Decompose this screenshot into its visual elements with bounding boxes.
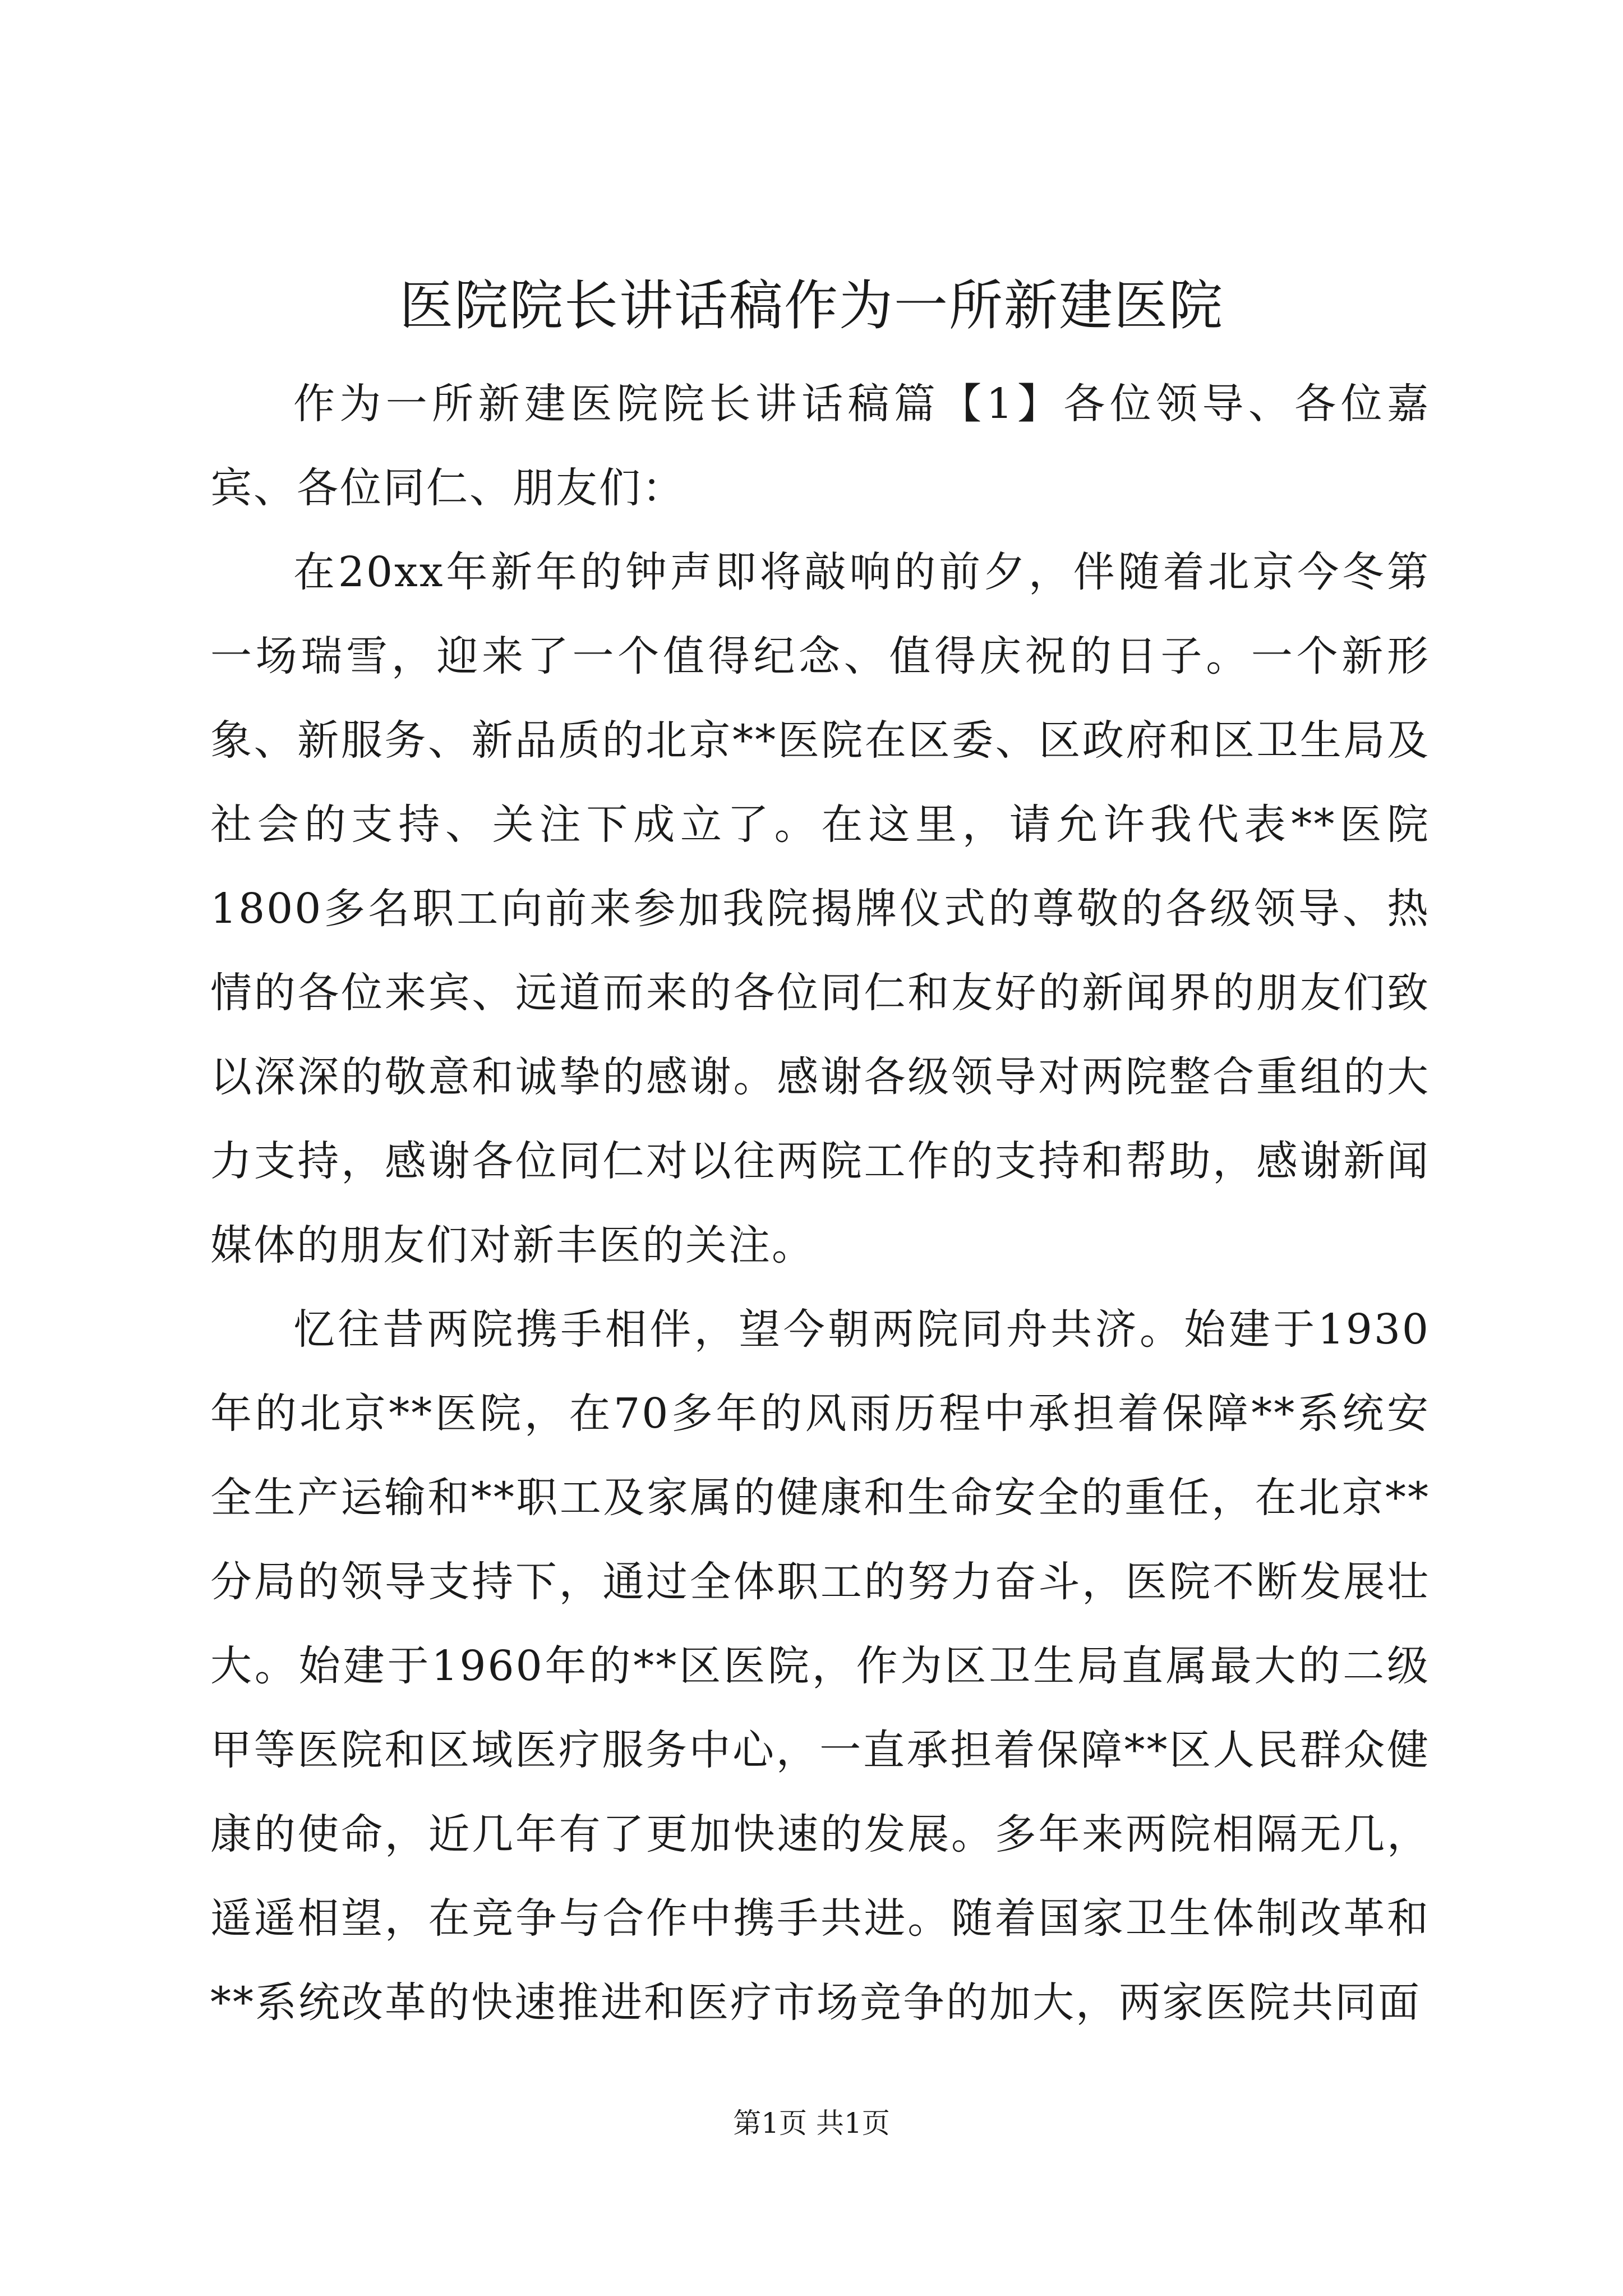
paragraph: 作为一所新建医院院长讲话稿篇【1】各位领导、各位嘉宾、各位同仁、朋友们： (210, 380, 1430, 512)
page-footer: 第1页 共1页 (733, 2107, 890, 2139)
paragraph: 在20xx年新年的钟声即将敲响的前夕，伴随着北京今冬第一场瑞雪，迎来了一个值得纪念、值得庆祝的日子。一个新形象、新服务、新品质的北京**医院在区委、区政府和区卫生局及社会的支持、关注下成立了。在这里，请允许我代表**医院1800多名职工向前来参加我院揭牌仪式的尊敬的各级领导、热情的各位来宾、远道而来的各位同仁和友好的新闻界的朋友们致以深深的敬意和诚挚的感谢。感谢各级领导对两院整合重组的大力支持，感谢各位同仁对以往两院工作的支持和帮助，感谢新闻媒体的朋友们对新丰医的关注。 (210, 548, 1430, 1269)
document-title: 医院院长讲话稿作为一所新建医院 (399, 274, 1224, 337)
paragraph: 忆往昔两院携手相伴，望今朝两院同舟共济。始建于1930年的北京**医院，在70多年的风雨历程中承担着保障**系统安全生产运输和**职工及家属的健康和生命安全的重任，在北京**分局的领导支持下，通过全体职工的努力奋斗，医院不断发展壮大。始建于1960年的**区医院，作为区卫生局直属最大的二级甲等医院和区域医疗服务中心，一直承担着保障**区人民群众健康的使命，近几年有了更加快速的发展。多年来两院相隔无几，遥遥相望，在竞争与合作中携手共进。随着国家卫生体制改革和**系统改革的快速推进和医疗市场竞争的加大，两家医院共同面 (210, 1305, 1430, 2027)
document-body (210, 362, 1430, 2045)
